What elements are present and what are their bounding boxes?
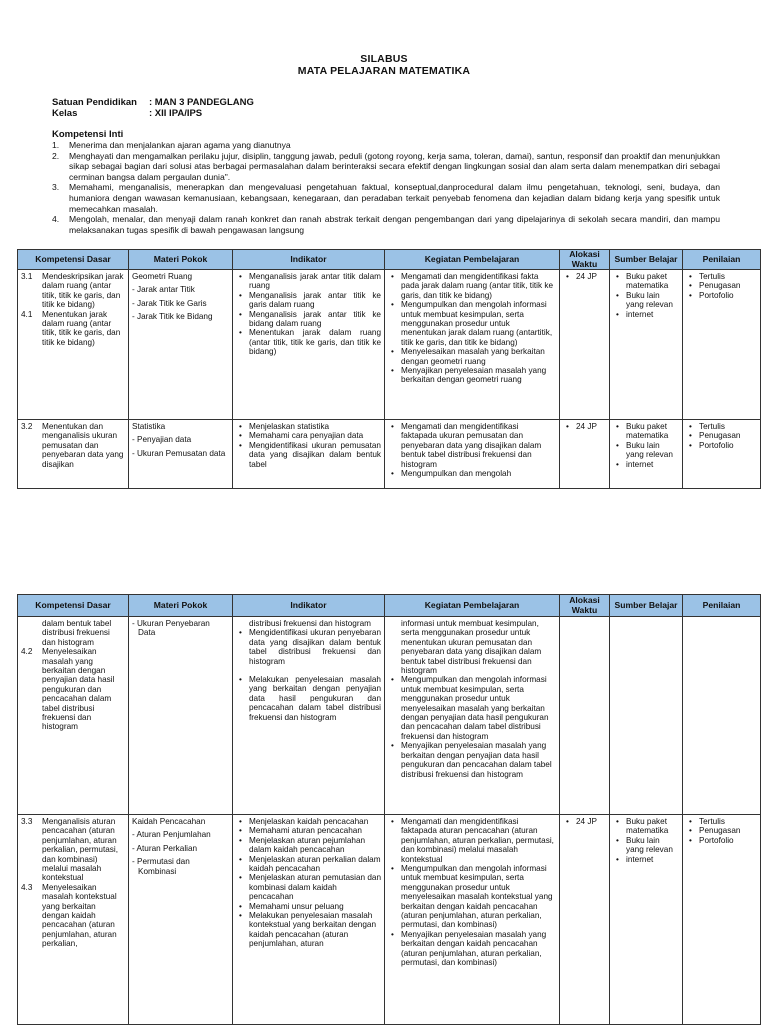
kegiatan-item: • Menyelesaikan masalah yang berkaitan dengan geometri ruang [388, 347, 556, 366]
syllabus-table-1 [17, 249, 761, 489]
header-sumber: Sumber Belajar [610, 250, 683, 270]
materi-item: - Permutasi dan Kombinasi [132, 857, 190, 876]
cell-materi-pokok [129, 420, 233, 489]
kompetensi-inti-list [52, 140, 720, 235]
cell-materi-pokok [129, 815, 233, 1025]
ki-item [52, 214, 720, 235]
ki-text: Mengolah, menalar, dan menyaji dalam ranah konkret dan ranah abstrak terkait dengan pengembangan dari yang dipelajarinya di sekolah secara mandiri, dan mampu melaksanakan tugas spesifik di bawah pengawasan langsung [69, 214, 720, 235]
penilaian-item: • Penugasan [686, 826, 757, 835]
header-materi-pokok: Materi Pokok [129, 595, 233, 617]
ki-text: Menerima dan menjalankan ajaran agama yang dianutnya [69, 140, 291, 150]
page-gap [0, 500, 768, 594]
cell-indikator [233, 617, 385, 815]
indikator-item: • Menganalisis jarak antar titik dalam ruang [236, 272, 381, 291]
kd-item [21, 422, 125, 469]
header-penilaian: Penilaian [683, 250, 761, 270]
cell-alokasi [560, 815, 610, 1025]
header-alokasi: Alokasi Waktu [560, 595, 610, 617]
cell-alokasi [560, 420, 610, 489]
kd-text: Menyelesaikan masalah yang berkaitan dengan penyajian data hasil pengukuran dan pencacahan dalam tabel distribusi frekuensi dan histogram [42, 647, 115, 732]
materi-item: - Jarak Titik ke Bidang [132, 312, 213, 322]
alokasi-item: • 24 JP [563, 272, 606, 281]
header-indikator: Indikator [233, 250, 385, 270]
ki-item [52, 140, 720, 151]
header-penilaian: Penilaian [683, 595, 761, 617]
indikator-item: • Menganalisis jarak antar titik ke garis dalam ruang [236, 291, 381, 310]
indikator-item: • Menjelaskan aturan pemutasian dan kombinasi dalam kaidah pencacahan [236, 873, 381, 901]
header-indikator: Indikator [233, 595, 385, 617]
kegiatan-item: • Mengumpulkan dan mengolah [388, 469, 556, 478]
cell-materi-pokok [129, 270, 233, 420]
table-row [18, 270, 761, 420]
kegiatan-continued-text: informasi untuk membuat kesimpulan, serta menggunakan prosedur untuk menentukan ukuran pemusatan dan penyebaran data yang disajikan dalam bentuk tabel distribusi frekuensi dan histogram [401, 619, 542, 676]
header-kegiatan: Kegiatan Pembelajaran [385, 595, 560, 617]
meta-value: : XII IPA/IPS [149, 108, 203, 119]
cell-kompetensi-dasar [18, 270, 129, 420]
cell-materi-pokok [129, 617, 233, 815]
document-page-2 [0, 594, 768, 1024]
cell-kegiatan [385, 815, 560, 1025]
sumber-item: • internet [613, 855, 679, 864]
penilaian-item: • Portofolio [686, 836, 757, 845]
indikator-item: • Menjelaskan statistika [236, 422, 381, 431]
alokasi-item: • 24 JP [563, 817, 606, 826]
header-materi-pokok: Materi Pokok [129, 250, 233, 270]
cell-indikator [233, 815, 385, 1025]
header-alokasi: Alokasi Waktu [560, 250, 610, 270]
cell-sumber [610, 617, 683, 815]
cell-penilaian [683, 815, 761, 1025]
document-subtitle: MATA PELAJARAN MATEMATIKA [297, 65, 471, 77]
ki-number: 1. [52, 140, 60, 150]
penilaian-item: • Tertulis [686, 817, 757, 826]
cell-kompetensi-dasar [18, 420, 129, 489]
kd-text: Menganalisis aturan pencacahan (aturan penjumlahan, aturan perkalian, permutasi, dan kombinasi) melalui masalah kontekstual [42, 817, 118, 883]
penilaian-item: • Penugasan [686, 431, 757, 440]
materi-item: Geometri Ruang [132, 272, 193, 281]
kd-item [21, 272, 125, 310]
table-row [18, 617, 761, 815]
alokasi-item: • 24 JP [563, 422, 606, 431]
meta-value: : MAN 3 PANDEGLANG [149, 97, 254, 108]
header-kompetensi-dasar: Kompetensi Dasar [18, 595, 129, 617]
kegiatan-item: • Menyajikan penyelesaian masalah yang berkaitan dengan geometri ruang [388, 366, 556, 385]
sumber-item: • Buku paket matematika [613, 422, 679, 441]
materi-item: - Penyajian data [132, 435, 192, 445]
sumber-item: • Buku lain yang relevan [613, 441, 679, 460]
kd-number: 3.1 [21, 272, 33, 281]
kd-number: 3.3 [21, 817, 33, 826]
kd-number: 4.3 [21, 882, 33, 892]
sumber-item: • Buku paket matematika [613, 817, 679, 836]
indikator-item: • Menjelaskan kaidah pencacahan [236, 817, 381, 826]
ki-item [52, 151, 720, 183]
kegiatan-item: • Menyajikan penyelesaian masalah yang berkaitan dengan kaidah pencacahan (aturan penjumlahan, aturan perkalian, permutasi, dan kombinasi) [388, 930, 556, 968]
document-title: SILABUS [360, 53, 408, 65]
cell-kompetensi-dasar [18, 617, 129, 815]
kd-number: 4.2 [21, 647, 33, 657]
cell-penilaian [683, 617, 761, 815]
materi-item: Kaidah Pencacahan [132, 817, 206, 826]
kd-number: 3.2 [21, 422, 33, 431]
kegiatan-item: • Mengamati dan mengidentifikasi faktapada ukuran pemusatan dan penyebaran data yang disajikan dalam bentuk tabel distribusi frekuensi dan histogram [388, 422, 556, 469]
meta-kelas [52, 108, 202, 119]
kd-text: Menyelesaikan masalah kontekstual yang berkaitan dengan kaidah pencacahan (aturan penjumlahan, aturan perkalian, [42, 882, 117, 949]
sumber-item: • Buku lain yang relevan [613, 836, 679, 855]
penilaian-item: • Tertulis [686, 422, 757, 431]
cell-penilaian [683, 270, 761, 420]
penilaian-item: • Penugasan [686, 281, 757, 290]
penilaian-item: • Tertulis [686, 272, 757, 281]
cell-sumber [610, 815, 683, 1025]
penilaian-item: • Portofolio [686, 441, 757, 450]
kegiatan-item: • Menyajikan penyelesaian masalah yang berkaitan dengan penyajian data hasil pengukuran dan pencacahan dalam tabel distribusi frekuensi dan histogram [388, 741, 556, 779]
indikator-item: • Melakukan penyelesaian masalah kontekstual yang berkaitan dengan kaidah pencacahan (aturan penjumlahan, aturan [236, 911, 381, 949]
header-sumber: Sumber Belajar [610, 595, 683, 617]
kd-item [21, 310, 125, 348]
indikator-item: • Mengidentifikasi ukuran pemusatan data yang disajikan dalam bentuk tabel [236, 441, 381, 469]
meta-label: Satuan Pendidikan [52, 97, 137, 108]
indikator-continued-text: distribusi frekuensi dan histogram [249, 619, 371, 628]
indikator-item: • Menjelaskan aturan perkalian dalam kaidah pencacahan [236, 855, 381, 874]
kd-text: Menentukan jarak dalam ruang (antar titik, titik ke garis, dan titik ke bidang) [42, 309, 121, 347]
cell-kegiatan [385, 420, 560, 489]
kegiatan-item: • Mengamati dan mengidentifikasi fakta pada jarak dalam ruang (antar titik, titik ke garis, dan titik ke bidang) [388, 272, 556, 300]
materi-item: - Aturan Perkalian [132, 843, 198, 853]
indikator-item: • Mengidentifikasi ukuran penyebaran data yang disajikan dalam bentuk tabel distribusi frekuensi dan histogram [236, 628, 381, 666]
indikator-item: • Memahami cara penyajian data [236, 431, 381, 440]
cell-alokasi [560, 270, 610, 420]
indikator-item: • Melakukan penyelesaian masalah yang berkaitan dengan penyajian data hasil pengukuran dan pencacahan dalam tabel distribusi frekuensi dan histogram [236, 675, 381, 722]
cell-alokasi [560, 617, 610, 815]
cell-kegiatan [385, 617, 560, 815]
sumber-item: • Buku paket matematika [613, 272, 679, 291]
cell-kompetensi-dasar [18, 815, 129, 1025]
materi-item: - Ukuran Pemusatan data [132, 448, 226, 458]
kegiatan-item: • Mengumpulkan dan mengolah informasi untuk membuat kesimpulan, serta menggunakan prosedur untuk menyelesaikan masalah kontekstual yang berkaitan dengan kaidah pencacahan (aturan penjumlahan, aturan perkalian, permutasi, dan kombinasi) [388, 864, 556, 930]
cell-kegiatan [385, 270, 560, 420]
kd-text: Mendeskripsikan jarak dalam ruang (antar titik, titik ke garis, dan titik ke bidang) [42, 272, 124, 310]
indikator-item: • Menentukan jarak dalam ruang (antar titik, titik ke garis, dan titik ke bidang) [236, 328, 381, 356]
ki-number: 3. [52, 182, 60, 193]
cell-indikator [233, 270, 385, 420]
table-row [18, 815, 761, 1025]
materi-item: - Ukuran Penyebaran Data [132, 619, 210, 638]
sumber-item: • Buku lain yang relevan [613, 291, 679, 310]
materi-item: - Jarak antar Titik [132, 285, 195, 295]
cell-sumber [610, 270, 683, 420]
meta-label: Kelas [52, 108, 78, 119]
materi-item: - Aturan Penjumlahan [132, 830, 211, 840]
table-row [18, 420, 761, 489]
kd-item [21, 883, 125, 949]
kegiatan-item: • Mengumpulkan dan mengolah informasi untuk membuat kesimpulan, serta menggunakan prosedur untuk menentukan jarak dalam ruang (antartitik, titik ke garis, dan titik ke bidang) [388, 300, 556, 347]
penilaian-item: • Portofolio [686, 291, 757, 300]
ki-number: 2. [52, 150, 60, 161]
sumber-item: • internet [613, 310, 679, 319]
header-kegiatan: Kegiatan Pembelajaran [385, 250, 560, 270]
kd-continued-text: dalam bentuk tabel distribusi frekuensi dan histogram [42, 619, 112, 647]
kd-number: 4.1 [21, 309, 33, 319]
indikator-item: • Memahami aturan pencacahan [236, 826, 381, 835]
kd-item [21, 647, 125, 732]
materi-item: - Jarak Titik ke Garis [132, 298, 207, 308]
indikator-item: • Menjelaskan aturan pejumlahan dalam kaidah pencacahan [236, 836, 381, 855]
header-kompetensi-dasar: Kompetensi Dasar [18, 250, 129, 270]
kegiatan-item: • Mengamati dan mengidentifikasi faktapada aturan pencacahan (aturan penjumlahan, aturan perkalian, permutasi, dan kombinasi) melalui masalah kontekstual [388, 817, 556, 864]
ki-item [52, 182, 720, 214]
indikator-item: • Menganalisis jarak antar titik ke bidang dalam ruang [236, 310, 381, 329]
document-page-1 [0, 0, 768, 500]
meta-satuan [52, 97, 254, 108]
ki-number: 4. [52, 214, 60, 225]
indikator-item: • Memahami unsur peluang [236, 902, 381, 911]
cell-indikator [233, 420, 385, 489]
kompetensi-inti-title: Kompetensi Inti [52, 129, 124, 140]
kd-text: Menentukan dan menganalisis ukuran pemusatan dan penyebaran data yang disajikan [42, 422, 124, 469]
ki-text: Memahami, menganalisis, menerapkan dan mengevaluasi pengetahuan faktual, konseptual,danprocedural dalam ilmu pengetahuan, teknologi, seni, budaya, dan humaniora dengan wawasan kemanusiaan, kebangsaan, kenegaraan, dan peradaban terkait penyebab fenomena dan kejadian dalam bidang kerja yang spesifik untuk memecahkan masalah. [69, 182, 720, 214]
kegiatan-item: • Mengumpulkan dan mengolah informasi untuk membuat kesimpulan, serta menggunakan prosedur untuk menyelesaikan masalah yang berkaitan dengan penyajian data hasil pengukuran dan pencacahan dalam tabel distribusi frekuensi dan histogram [388, 675, 556, 741]
sumber-item: • internet [613, 460, 679, 469]
ki-text: Menghayati dan mengamalkan perilaku jujur, disiplin, tanggung jawab, peduli (gotong royong, kerja sama, toleran, damai), santun, responsif dan proaktif dan menunjukkan sikap sebagai bagian dari solusi atas berbagai permasalahan dalam berinteraksi secara efektif dengan lingkungan sosial dan alam serta dalam menempatkan diri sebagai cerminan bangsa dalam pergaulan dunia". [69, 150, 720, 182]
syllabus-table-2 [17, 594, 761, 1025]
cell-penilaian [683, 420, 761, 489]
cell-sumber [610, 420, 683, 489]
kd-item [21, 817, 125, 883]
materi-item: Statistika [132, 422, 166, 431]
